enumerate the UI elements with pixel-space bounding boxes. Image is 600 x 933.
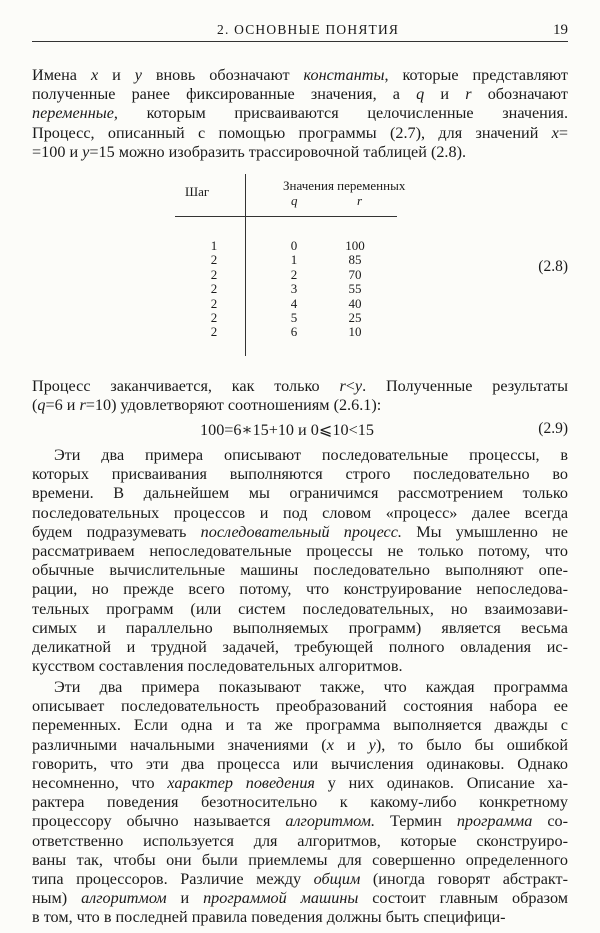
text-line: в том, что в последней правила поведения должны быть специфици-	[32, 908, 506, 927]
header-rule	[32, 41, 568, 42]
trace-table	[175, 174, 425, 374]
text-line: переменных. Если одна и та же программа выполняется дважды с	[32, 716, 568, 735]
cell-r: 100	[345, 238, 365, 253]
cell-step: 2	[210, 310, 218, 325]
cell-step: 2	[210, 324, 218, 340]
intro-paragraph	[32, 66, 568, 162]
text-line: обычные вычислительные машины последовательно выполняют опе-	[32, 561, 568, 580]
text-line: типа процессоров. Различие между общим (иногда говорят абстракт-	[32, 870, 569, 889]
text-line: Процесс заканчивается, как только r<y. Полученные результаты	[32, 377, 568, 395]
chapter-title: 2. ОСНОВНЫЕ ПОНЯТИЯ	[217, 22, 400, 37]
table-row	[175, 281, 425, 295]
cell-r: 85	[348, 252, 362, 268]
cell-q: 4	[290, 295, 298, 311]
cell-step: 2	[210, 252, 218, 268]
equation-number-2-8: (2.8)	[538, 258, 568, 275]
text-line: =100 и y=15 можно изобразить трассировочной таблицей (2.8).	[32, 142, 467, 161]
cell-q: 2	[290, 266, 298, 282]
cell-step: 1	[210, 238, 218, 253]
page-number: 19	[553, 22, 568, 38]
text-line: (q=6 и r=10) удовлетворяют соотношениям (2.6.1):	[32, 396, 382, 415]
table-row	[175, 296, 425, 310]
equation-number-2-9: (2.9)	[538, 420, 568, 437]
text-line: которых присваивания выполняются строго последовательно во	[32, 465, 568, 484]
cell-q: 1	[290, 252, 298, 268]
text-line: несомненно, что характер поведения у них одинаков. Описание ха-	[32, 774, 569, 793]
text-line: деликатной и трудной задачей, требующей полного овладения ис-	[32, 638, 568, 657]
cell-step: 2	[210, 266, 218, 282]
text-line: различными начальными значениями (x и y), то было бы ошибкой	[32, 735, 569, 754]
text-line: кусством составления последовательных алгоритмов.	[32, 657, 403, 676]
text-line: переменные, которым присваиваются целочисленные значения.	[32, 104, 568, 123]
text-line: ным) алгоритмом и программой машины состоит главным образом	[32, 889, 568, 908]
text-line: описывает последовательность преобразований состояния набора ее	[32, 697, 568, 716]
cell-r: 40	[348, 295, 362, 311]
table-row	[175, 267, 425, 281]
running-header	[32, 22, 568, 42]
paragraph-1	[32, 446, 568, 676]
text-line: Имена x и y вновь обозначают константы, которые представляют	[32, 66, 568, 84]
cell-q: 5	[290, 310, 298, 325]
text-line: ваны так, чтобы они были приемлемы для совершенно определенного	[32, 850, 568, 869]
formula-2-9: 100=6∗15+10 и 0⩽10<15	[200, 421, 374, 439]
cell-step: 2	[210, 281, 218, 297]
paragraph-2	[32, 678, 568, 928]
table-horizontal-rule	[175, 216, 397, 217]
cell-r: 55	[348, 281, 362, 297]
text-line: будем подразумевать последовательный процесс. Мы умышленно не	[32, 522, 568, 541]
text-line: говорить, что эти два процесса или вычисления одинаковы. Однако	[32, 754, 568, 773]
text-line: рактера поведения безотносительно к какому-либо конкретному	[32, 793, 568, 812]
cell-r: 70	[348, 266, 362, 282]
cell-q: 0	[290, 238, 298, 253]
table-header-values: Значения переменных	[283, 178, 406, 193]
table-header-r: r	[357, 193, 363, 208]
table-row	[175, 238, 425, 252]
text-line: ответственно используется для алгоритмов, которые сконструиро-	[32, 831, 568, 850]
text-line: времени. В дальнейшем мы ограничимся рассмотрением только	[32, 484, 568, 503]
table-row	[175, 324, 425, 338]
text-line: тельных программ (или систем последовательных, но взаимозави-	[32, 599, 568, 618]
table-header-step: Шаг	[185, 184, 210, 199]
text-line: рации, но прежде всего потому, что конструирование непоследова-	[32, 580, 568, 599]
text-line: последовательных процессов и под словом «процесс» далее всегда	[32, 503, 568, 522]
text-line: Процесс, описанный с помощью программы (2.7), для значений x=	[32, 123, 568, 142]
cell-q: 3	[290, 281, 298, 297]
text-line: рассматриваем непоследовательные процессы не только потому, что	[32, 542, 568, 561]
text-line: процессору обычно называется алгоритмом. Термин программа со-	[32, 812, 568, 831]
cell-step: 2	[210, 295, 218, 311]
table-header-q: q	[291, 193, 298, 208]
text-line: симых и параллельно выполняемых программ) является весьма	[32, 618, 568, 637]
cell-q: 6	[290, 324, 298, 340]
table-row	[175, 310, 425, 324]
after-table-paragraph	[32, 377, 568, 415]
table-row	[175, 252, 425, 266]
cell-r: 25	[348, 310, 362, 325]
text-line: полученные ранее фиксированные значения, а q и r обозначают	[32, 85, 569, 104]
cell-r: 10	[348, 324, 362, 340]
text-line: Эти два примера описывают последовательные процессы, в	[54, 446, 568, 464]
text-line: Эти два примера показывают также, что каждая программа	[54, 678, 568, 696]
